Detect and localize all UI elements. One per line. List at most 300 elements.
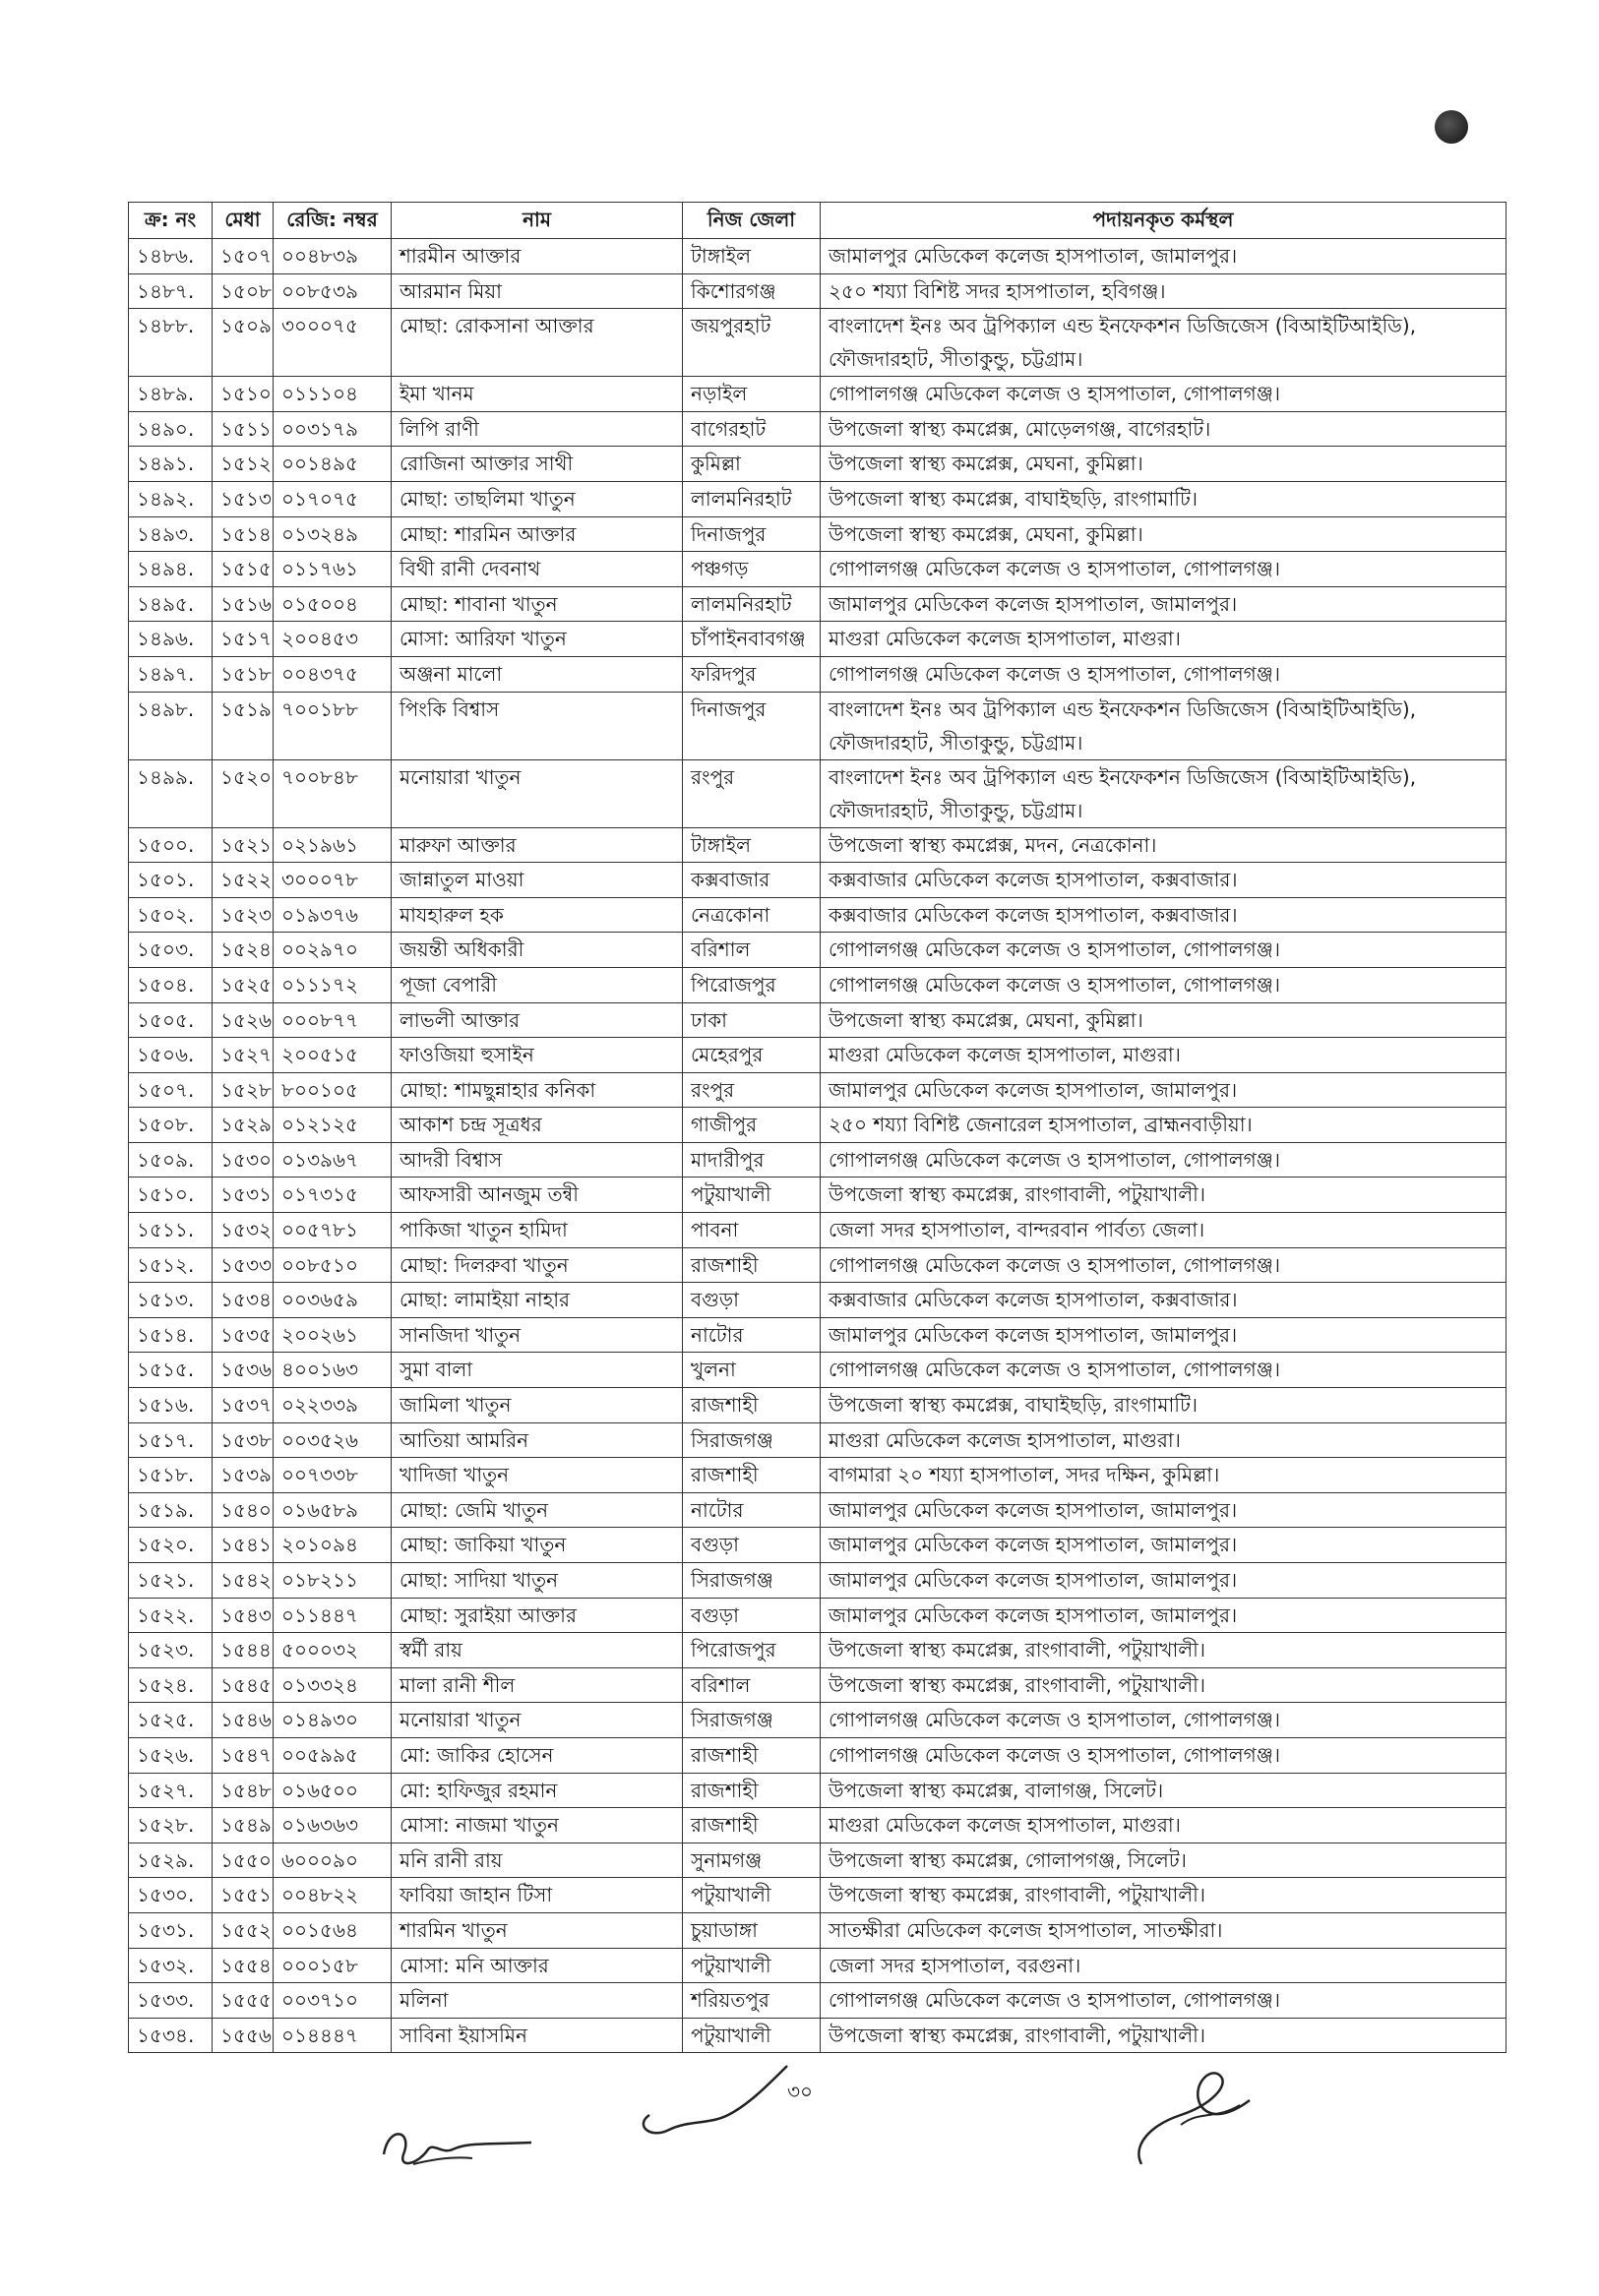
table-row (129, 1213, 1507, 1248)
reg-no-cell: ২০১০৯৪ (274, 1528, 392, 1563)
posting-cell: উপজেলা স্বাস্থ্য কমপ্লেক্স, বাঘাইছড়ি, রাংগামাটি। (821, 1388, 1507, 1423)
posting-cell: কক্সবাজার মেডিকেল কলেজ হাসপাতাল, কক্সবাজার। (821, 897, 1507, 933)
merit-cell: ১৫১৪ (213, 516, 274, 552)
name-cell: শারমীন আক্তার (392, 239, 683, 274)
home-district-cell: সিরাজগঞ্জ (683, 1563, 821, 1599)
page-number: ৩০ (787, 2080, 814, 2103)
home-district-cell: কিশোরগঞ্জ (683, 273, 821, 309)
reg-no-cell: ০০৫৯৯৫ (274, 1737, 392, 1773)
serial-cell: ১৫২০. (129, 1528, 213, 1563)
table-row (129, 1317, 1507, 1353)
reg-no-cell: ৩০০০৭৫ (274, 309, 392, 377)
posting-cell: উপজেলা স্বাস্থ্য কমপ্লেক্স, রাংগাবালী, পটুয়াখালী। (821, 1633, 1507, 1668)
posting-cell: ২৫০ শয্যা বিশিষ্ট জেনারেল হাসপাতাল, ব্রাহ্মনবাড়ীয়া। (821, 1108, 1507, 1143)
name-cell: ফাওজিয়া হুসাইন (392, 1038, 683, 1073)
posting-cell: মাগুরা মেডিকেল কলেজ হাসপাতাল, মাগুরা। (821, 1422, 1507, 1458)
name-cell: আফসারী আনজুম তন্বী (392, 1178, 683, 1213)
serial-cell: ১৪৯৫. (129, 586, 213, 622)
home-district-cell: পটুয়াখালী (683, 2018, 821, 2053)
home-district-cell: রংপুর (683, 759, 821, 827)
posting-cell: বাংলাদেশ ইনঃ অব ট্রপিক্যাল এন্ড ইনফেকশন ডিজিজেস (বিআইটিআইডি), ফৌজদারহাট, সীতাকুন্ডু, চট্টগ্রাম। (821, 759, 1507, 827)
posting-cell: গোপালগঞ্জ মেডিকেল কলেজ ও হাসপাতাল, গোপালগঞ্জ। (821, 1703, 1507, 1738)
reg-no-cell: ০০১৪৯৫ (274, 447, 392, 482)
table-row (129, 1388, 1507, 1423)
name-cell: মাযহারুল হক (392, 897, 683, 933)
table-row (129, 447, 1507, 482)
reg-no-cell: ০০৩৬৫৯ (274, 1283, 392, 1318)
table-row (129, 516, 1507, 552)
name-cell: মনোয়ারা খাতুন (392, 1703, 683, 1738)
table-row (129, 1142, 1507, 1178)
posting-cell: ২৫০ শয্যা বিশিষ্ট সদর হাসপাতাল, হবিগঞ্জ। (821, 273, 1507, 309)
home-district-cell: পাবনা (683, 1213, 821, 1248)
home-district-cell: রাজশাহী (683, 1458, 821, 1493)
reg-no-cell: ০০৪৮৩৯ (274, 239, 392, 274)
table-row (129, 1843, 1507, 1878)
merit-cell: ১৫৪৭ (213, 1737, 274, 1773)
reg-no-cell: ০১২১২৫ (274, 1108, 392, 1143)
reg-no-cell: ৭০০১৮৮ (274, 692, 392, 759)
name-cell: মোসা: মনি আক্তার (392, 1948, 683, 1983)
name-cell: মোছা: দিলরুবা খাতুন (392, 1247, 683, 1283)
name-cell: বিথী রানী দেবনাথ (392, 552, 683, 587)
serial-cell: ১৪৯১. (129, 447, 213, 482)
reg-no-cell: ০১১৭৬১ (274, 552, 392, 587)
reg-no-cell: ০১৫০০৪ (274, 586, 392, 622)
merit-cell: ১৫৫৫ (213, 1983, 274, 2019)
serial-cell: ১৫১১. (129, 1213, 213, 1248)
table-row (129, 1563, 1507, 1599)
table-row (129, 552, 1507, 587)
serial-cell: ১৫২১. (129, 1563, 213, 1599)
serial-cell: ১৫০২. (129, 897, 213, 933)
serial-cell: ১৫০৬. (129, 1038, 213, 1073)
merit-cell: ১৫২৭ (213, 1038, 274, 1073)
posting-cell: গোপালগঞ্জ মেডিকেল কলেজ ও হাসপাতাল, গোপালগঞ্জ। (821, 1353, 1507, 1388)
posting-cell: উপজেলা স্বাস্থ্য কমপ্লেক্স, গোলাপগঞ্জ, সিলেট। (821, 1843, 1507, 1878)
reg-no-cell: ০১৮২১১ (274, 1563, 392, 1599)
posting-cell: উপজেলা স্বাস্থ্য কমপ্লেক্স, রাংগাবালী, পটুয়াখালী। (821, 1667, 1507, 1703)
home-district-cell: চাঁপাইনবাবগঞ্জ (683, 622, 821, 657)
reg-no-cell: ০০৪৮২২ (274, 1878, 392, 1913)
home-district-cell: টাঙ্গাইল (683, 827, 821, 863)
merit-cell: ১৫১৭ (213, 622, 274, 657)
posting-cell: গোপালগঞ্জ মেডিকেল কলেজ ও হাসপাতাল, গোপালগঞ্জ। (821, 377, 1507, 412)
reg-no-cell: ০০১৫৬৪ (274, 1912, 392, 1948)
merit-cell: ১৫১৮ (213, 656, 274, 692)
reg-no-cell: ০০৩১৭৯ (274, 411, 392, 447)
home-district-cell: রাজশাহী (683, 1247, 821, 1283)
posting-cell: জামালপুর মেডিকেল কলেজ হাসপাতাল, জামালপুর। (821, 1317, 1507, 1353)
home-district-cell: পঞ্চগড় (683, 552, 821, 587)
home-district-cell: জয়পুরহাট (683, 309, 821, 377)
table-row (129, 377, 1507, 412)
merit-cell: ১৫০৯ (213, 309, 274, 377)
reg-no-cell: ২০০৪৫৩ (274, 622, 392, 657)
table-row (129, 933, 1507, 968)
name-cell: মোছা: জাকিয়া খাতুন (392, 1528, 683, 1563)
merit-cell: ১৫৫৪ (213, 1948, 274, 1983)
name-cell: মনোয়ারা খাতুন (392, 759, 683, 827)
home-district-cell: রংপুর (683, 1072, 821, 1108)
name-cell: মনি রানী রায় (392, 1843, 683, 1878)
posting-cell: উপজেলা স্বাস্থ্য কমপ্লেক্স, মেঘনা, কুমিল্লা। (821, 1002, 1507, 1038)
table-row (129, 1178, 1507, 1213)
name-cell: লাভলী আক্তার (392, 1002, 683, 1038)
serial-cell: ১৪৯৪. (129, 552, 213, 587)
name-cell: পিংকি বিশ্বাস (392, 692, 683, 759)
table-row (129, 1773, 1507, 1808)
merit-cell: ১৫২৮ (213, 1072, 274, 1108)
table-row (129, 1528, 1507, 1563)
merit-cell: ১৫১৯ (213, 692, 274, 759)
serial-cell: ১৫০৪. (129, 967, 213, 1002)
posting-cell: গোপালগঞ্জ মেডিকেল কলেজ ও হাসপাতাল, গোপালগঞ্জ। (821, 1247, 1507, 1283)
home-district-cell: বরিশাল (683, 1667, 821, 1703)
serial-cell: ১৪৯৩. (129, 516, 213, 552)
merit-cell: ১৫৪১ (213, 1528, 274, 1563)
serial-cell: ১৫৩২. (129, 1948, 213, 1983)
posting-cell: উপজেলা স্বাস্থ্য কমপ্লেক্স, রাংগাবালী, পটুয়াখালী। (821, 1878, 1507, 1913)
serial-cell: ১৫১৫. (129, 1353, 213, 1388)
reg-no-cell: ০০০১৫৮ (274, 1948, 392, 1983)
name-cell: জামিলা খাতুন (392, 1388, 683, 1423)
header-merit: মেধা (213, 203, 274, 239)
merit-cell: ১৫৪৩ (213, 1598, 274, 1633)
name-cell: সুমা বালা (392, 1353, 683, 1388)
reg-no-cell: ০১৪৪৪৭ (274, 2018, 392, 2053)
name-cell: মোসা: আরিফা খাতুন (392, 622, 683, 657)
merit-cell: ১৫৪৮ (213, 1773, 274, 1808)
serial-cell: ১৫০০. (129, 827, 213, 863)
home-district-cell: নেত্রকোনা (683, 897, 821, 933)
merit-cell: ১৫৪৪ (213, 1633, 274, 1668)
reg-no-cell: ০০২৯৭০ (274, 933, 392, 968)
home-district-cell: চুয়াডাঙ্গা (683, 1912, 821, 1948)
table-row (129, 1492, 1507, 1528)
merit-cell: ১৫২৯ (213, 1108, 274, 1143)
home-district-cell: বরিশাল (683, 933, 821, 968)
posting-cell: উপজেলা স্বাস্থ্য কমপ্লেক্স, মেঘনা, কুমিল্লা। (821, 516, 1507, 552)
merit-cell: ১৫০৭ (213, 239, 274, 274)
posting-cell: জামালপুর মেডিকেল কলেজ হাসপাতাল, জামালপুর। (821, 1492, 1507, 1528)
merit-cell: ১৫১২ (213, 447, 274, 482)
name-cell: পূজা বেপারী (392, 967, 683, 1002)
name-cell: আদরী বিশ্বাস (392, 1142, 683, 1178)
header-serial: ক্র: নং (129, 203, 213, 239)
table-row (129, 239, 1507, 274)
name-cell: মোসা: নাজমা খাতুন (392, 1808, 683, 1843)
posting-cell: কক্সবাজার মেডিকেল কলেজ হাসপাতাল, কক্সবাজার। (821, 1283, 1507, 1318)
name-cell: সাবিনা ইয়াসমিন (392, 2018, 683, 2053)
home-district-cell: বগুড়া (683, 1598, 821, 1633)
reg-no-cell: ০১৩২৪৯ (274, 516, 392, 552)
home-district-cell: সুনামগঞ্জ (683, 1843, 821, 1878)
reg-no-cell: ০১৪৯৩০ (274, 1703, 392, 1738)
home-district-cell: নাটোর (683, 1492, 821, 1528)
header-reg-no: রেজি: নম্বর (274, 203, 392, 239)
serial-cell: ১৫১৪. (129, 1317, 213, 1353)
reg-no-cell: ০০৮৫৩৯ (274, 273, 392, 309)
name-cell: মোছা: শাবানা খাতুন (392, 586, 683, 622)
reg-no-cell: ০১৯৩৭৬ (274, 897, 392, 933)
table-row (129, 273, 1507, 309)
posting-cell: গোপালগঞ্জ মেডিকেল কলেজ ও হাসপাতাল, গোপালগঞ্জ। (821, 1142, 1507, 1178)
posting-cell: মাগুরা মেডিকেল কলেজ হাসপাতাল, মাগুরা। (821, 1808, 1507, 1843)
signature-right (1122, 2066, 1279, 2174)
name-cell: আতিয়া আমরিন (392, 1422, 683, 1458)
table-row (129, 309, 1507, 377)
name-cell: জয়ন্তী অধিকারী (392, 933, 683, 968)
home-district-cell: কক্সবাজার (683, 863, 821, 898)
merit-cell: ১৫৩৮ (213, 1422, 274, 1458)
table-row (129, 656, 1507, 692)
table-row (129, 1283, 1507, 1318)
serial-cell: ১৫০৭. (129, 1072, 213, 1108)
table-row (129, 622, 1507, 657)
home-district-cell: কুমিল্লা (683, 447, 821, 482)
merit-cell: ১৫৩৭ (213, 1388, 274, 1423)
reg-no-cell: ০১৭০৭৫ (274, 481, 392, 516)
table-row (129, 1072, 1507, 1108)
home-district-cell: সিরাজগঞ্জ (683, 1703, 821, 1738)
table-row (129, 759, 1507, 827)
serial-cell: ১৫২৮. (129, 1808, 213, 1843)
reg-no-cell: ০১১১৭২ (274, 967, 392, 1002)
serial-cell: ১৫৩১. (129, 1912, 213, 1948)
serial-cell: ১৪৮৬. (129, 239, 213, 274)
merit-cell: ১৫৩৩ (213, 1247, 274, 1283)
serial-cell: ১৪৮৮. (129, 309, 213, 377)
name-cell: শারমিন খাতুন (392, 1912, 683, 1948)
table-row (129, 1598, 1507, 1633)
home-district-cell: পটুয়াখালী (683, 1948, 821, 1983)
serial-cell: ১৪৮৭. (129, 273, 213, 309)
posting-cell: জামালপুর মেডিকেল কলেজ হাসপাতাল, জামালপুর। (821, 1072, 1507, 1108)
name-cell: আকাশ চন্দ্র সূত্রধর (392, 1108, 683, 1143)
posting-cell: কক্সবাজার মেডিকেল কলেজ হাসপাতাল, কক্সবাজার। (821, 863, 1507, 898)
name-cell: মলিনা (392, 1983, 683, 2019)
table-row (129, 1983, 1507, 2019)
reg-no-cell: ৬০০০৯০ (274, 1843, 392, 1878)
merit-cell: ১৫২১ (213, 827, 274, 863)
merit-cell: ১৫২৬ (213, 1002, 274, 1038)
posting-cell: উপজেলা স্বাস্থ্য কমপ্লেক্স, রাংগাবালী, পটুয়াখালী। (821, 2018, 1507, 2053)
serial-cell: ১৫০৫. (129, 1002, 213, 1038)
merit-cell: ১৫৫২ (213, 1912, 274, 1948)
posting-cell: গোপালগঞ্জ মেডিকেল কলেজ ও হাসপাতাল, গোপালগঞ্জ। (821, 552, 1507, 587)
reg-no-cell: ০১৬৩৬৩ (274, 1808, 392, 1843)
serial-cell: ১৫২৪. (129, 1667, 213, 1703)
merit-cell: ১৫২২ (213, 863, 274, 898)
table-row (129, 1703, 1507, 1738)
name-cell: মারুফা আক্তার (392, 827, 683, 863)
serial-cell: ১৫১৮. (129, 1458, 213, 1493)
reg-no-cell: ৮০০১০৫ (274, 1072, 392, 1108)
home-district-cell: রাজশাহী (683, 1773, 821, 1808)
reg-no-cell: ০১৩৯৬৭ (274, 1142, 392, 1178)
merit-cell: ১৫৫০ (213, 1843, 274, 1878)
reg-no-cell: ৪০০১৬৩ (274, 1353, 392, 1388)
name-cell: সানজিদা খাতুন (392, 1317, 683, 1353)
serial-cell: ১৪৯৮. (129, 692, 213, 759)
table-row (129, 1002, 1507, 1038)
name-cell: মোছা: শামছুন্নাহার কনিকা (392, 1072, 683, 1108)
serial-cell: ১৫১৭. (129, 1422, 213, 1458)
table-row (129, 1353, 1507, 1388)
home-district-cell: পিরোজপুর (683, 967, 821, 1002)
name-cell: আরমান মিয়া (392, 273, 683, 309)
posting-cell: গোপালগঞ্জ মেডিকেল কলেজ ও হাসপাতাল, গোপালগঞ্জ। (821, 967, 1507, 1002)
merit-cell: ১৫৩৬ (213, 1353, 274, 1388)
header-posting: পদায়নকৃত কর্মস্থল (821, 203, 1507, 239)
table-row (129, 967, 1507, 1002)
table-row (129, 863, 1507, 898)
merit-cell: ১৫৪২ (213, 1563, 274, 1599)
posting-cell: উপজেলা স্বাস্থ্য কমপ্লেক্স, বালাগঞ্জ, সিলেট। (821, 1773, 1507, 1808)
home-district-cell: বগুড়া (683, 1528, 821, 1563)
merit-cell: ১৫৩৫ (213, 1317, 274, 1353)
name-cell: মোছা: শারমিন আক্তার (392, 516, 683, 552)
home-district-cell: পটুয়াখালী (683, 1878, 821, 1913)
posting-cell: জেলা সদর হাসপাতাল, বরগুনা। (821, 1948, 1507, 1983)
serial-cell: ১৫৩৩. (129, 1983, 213, 2019)
merit-cell: ১৫১০ (213, 377, 274, 412)
name-cell: ফাবিয়া জাহান টিসা (392, 1878, 683, 1913)
merit-cell: ১৫১৫ (213, 552, 274, 587)
reg-no-cell: ৫০০০৩২ (274, 1633, 392, 1668)
name-cell: পাকিজা খাতুন হামিদা (392, 1213, 683, 1248)
posting-cell: উপজেলা স্বাস্থ্য কমপ্লেক্স, মোড়েলগঞ্জ, বাগেরহাট। (821, 411, 1507, 447)
header-home-district: নিজ জেলা (683, 203, 821, 239)
merit-cell: ১৫৫৬ (213, 2018, 274, 2053)
name-cell: ইমা খানম (392, 377, 683, 412)
signature-middle (630, 2056, 797, 2154)
merit-cell: ১৫৪৬ (213, 1703, 274, 1738)
serial-cell: ১৫১৩. (129, 1283, 213, 1318)
reg-no-cell: ৭০০৮৪৮ (274, 759, 392, 827)
name-cell: মো: হাফিজুর রহমান (392, 1773, 683, 1808)
home-district-cell: দিনাজপুর (683, 692, 821, 759)
name-cell: জান্নাতুল মাওয়া (392, 863, 683, 898)
punch-hole-mark (1435, 110, 1468, 144)
serial-cell: ১৪৯৯. (129, 759, 213, 827)
merit-cell: ১৫২৪ (213, 933, 274, 968)
merit-cell: ১৫২০ (213, 759, 274, 827)
name-cell: রোজিনা আক্তার সাথী (392, 447, 683, 482)
table-row (129, 1808, 1507, 1843)
header-name: নাম (392, 203, 683, 239)
table-row (129, 1878, 1507, 1913)
posting-cell: জামালপুর মেডিকেল কলেজ হাসপাতাল, জামালপুর। (821, 1563, 1507, 1599)
posting-cell: মাগুরা মেডিকেল কলেজ হাসপাতাল, মাগুরা। (821, 1038, 1507, 1073)
posting-cell: বাংলাদেশ ইনঃ অব ট্রপিক্যাল এন্ড ইনফেকশন ডিজিজেস (বিআইটিআইডি), ফৌজদারহাট, সীতাকুন্ডু, চট্টগ্রাম। (821, 309, 1507, 377)
home-district-cell: শরিয়তপুর (683, 1983, 821, 2019)
reg-no-cell: ০০৮৫১০ (274, 1247, 392, 1283)
home-district-cell: রাজশাহী (683, 1808, 821, 1843)
home-district-cell: ঢাকা (683, 1002, 821, 1038)
reg-no-cell: ০২২৩৩৯ (274, 1388, 392, 1423)
reg-no-cell: ০১৬৫০০ (274, 1773, 392, 1808)
merit-cell: ১৫১৩ (213, 481, 274, 516)
serial-cell: ১৫০১. (129, 863, 213, 898)
serial-cell: ১৪৮৯. (129, 377, 213, 412)
home-district-cell: লালমনিরহাট (683, 481, 821, 516)
posting-cell: গোপালগঞ্জ মেডিকেল কলেজ ও হাসপাতাল, গোপালগঞ্জ। (821, 1983, 1507, 2019)
home-district-cell: টাঙ্গাইল (683, 239, 821, 274)
home-district-cell: ফরিদপুর (683, 656, 821, 692)
reg-no-cell: ০০৪৩৭৫ (274, 656, 392, 692)
home-district-cell: বাগেরহাট (683, 411, 821, 447)
home-district-cell: পিরোজপুর (683, 1633, 821, 1668)
posting-cell: বাংলাদেশ ইনঃ অব ট্রপিক্যাল এন্ড ইনফেকশন ডিজিজেস (বিআইটিআইডি), ফৌজদারহাট, সীতাকুন্ডু, চট্টগ্রাম। (821, 692, 1507, 759)
serial-cell: ১৫২৯. (129, 1843, 213, 1878)
posting-cell: গোপালগঞ্জ মেডিকেল কলেজ ও হাসপাতাল, গোপালগঞ্জ। (821, 933, 1507, 968)
reg-no-cell: ০১৩৩২৪ (274, 1667, 392, 1703)
home-district-cell: খুলনা (683, 1353, 821, 1388)
table-row (129, 1458, 1507, 1493)
table-row (129, 1422, 1507, 1458)
home-district-cell: মেহেরপুর (683, 1038, 821, 1073)
table-row (129, 1038, 1507, 1073)
serial-cell: ১৪৯৭. (129, 656, 213, 692)
home-district-cell: রাজশাহী (683, 1737, 821, 1773)
reg-no-cell: ০১১১০৪ (274, 377, 392, 412)
home-district-cell: রাজশাহী (683, 1388, 821, 1423)
table-row (129, 692, 1507, 759)
home-district-cell: পটুয়াখালী (683, 1178, 821, 1213)
table-row (129, 897, 1507, 933)
table-row (129, 827, 1507, 863)
serial-cell: ১৫৩৪. (129, 2018, 213, 2053)
name-cell: মালা রানী শীল (392, 1667, 683, 1703)
table-row (129, 1667, 1507, 1703)
name-cell: স্বর্মী রায় (392, 1633, 683, 1668)
table-row (129, 1912, 1507, 1948)
merit-cell: ১৫১১ (213, 411, 274, 447)
posting-cell: গোপালগঞ্জ মেডিকেল কলেজ ও হাসপাতাল, গোপালগঞ্জ। (821, 1737, 1507, 1773)
serial-cell: ১৫২৬. (129, 1737, 213, 1773)
table-row (129, 1108, 1507, 1143)
name-cell: মোছা: সাদিয়া খাতুন (392, 1563, 683, 1599)
home-district-cell: বগুড়া (683, 1283, 821, 1318)
reg-no-cell: ০১১৪৪৭ (274, 1598, 392, 1633)
serial-cell: ১৫২৩. (129, 1633, 213, 1668)
merit-cell: ১৫৩০ (213, 1142, 274, 1178)
posting-cell: বাগমারা ২০ শয্যা হাসপাতাল, সদর দক্ষিন, কুমিল্লা। (821, 1458, 1507, 1493)
home-district-cell: লালমনিরহাট (683, 586, 821, 622)
serial-cell: ১৫২৫. (129, 1703, 213, 1738)
posting-cell: উপজেলা স্বাস্থ্য কমপ্লেক্স, মদন, নেত্রকোনা। (821, 827, 1507, 863)
posting-cell: সাতক্ষীরা মেডিকেল কলেজ হাসপাতাল, সাতক্ষীরা। (821, 1912, 1507, 1948)
serial-cell: ১৫১২. (129, 1247, 213, 1283)
table-row (129, 586, 1507, 622)
posting-cell: উপজেলা স্বাস্থ্য কমপ্লেক্স, মেঘনা, কুমিল্লা। (821, 447, 1507, 482)
merit-cell: ১৫৩৪ (213, 1283, 274, 1318)
table-row (129, 1247, 1507, 1283)
merit-cell: ১৫৪৫ (213, 1667, 274, 1703)
posting-cell: জামালপুর মেডিকেল কলেজ হাসপাতাল, জামালপুর। (821, 1598, 1507, 1633)
home-district-cell: গাজীপুর (683, 1108, 821, 1143)
reg-no-cell: ০০৩৭১০ (274, 1983, 392, 2019)
reg-no-cell: ০০৩৫২৬ (274, 1422, 392, 1458)
home-district-cell: দিনাজপুর (683, 516, 821, 552)
serial-cell: ১৫০৯. (129, 1142, 213, 1178)
merit-cell: ১৫৫১ (213, 1878, 274, 1913)
merit-cell: ১৫২৫ (213, 967, 274, 1002)
name-cell: খাদিজা খাতুন (392, 1458, 683, 1493)
reg-no-cell: ৩০০০৭৮ (274, 863, 392, 898)
